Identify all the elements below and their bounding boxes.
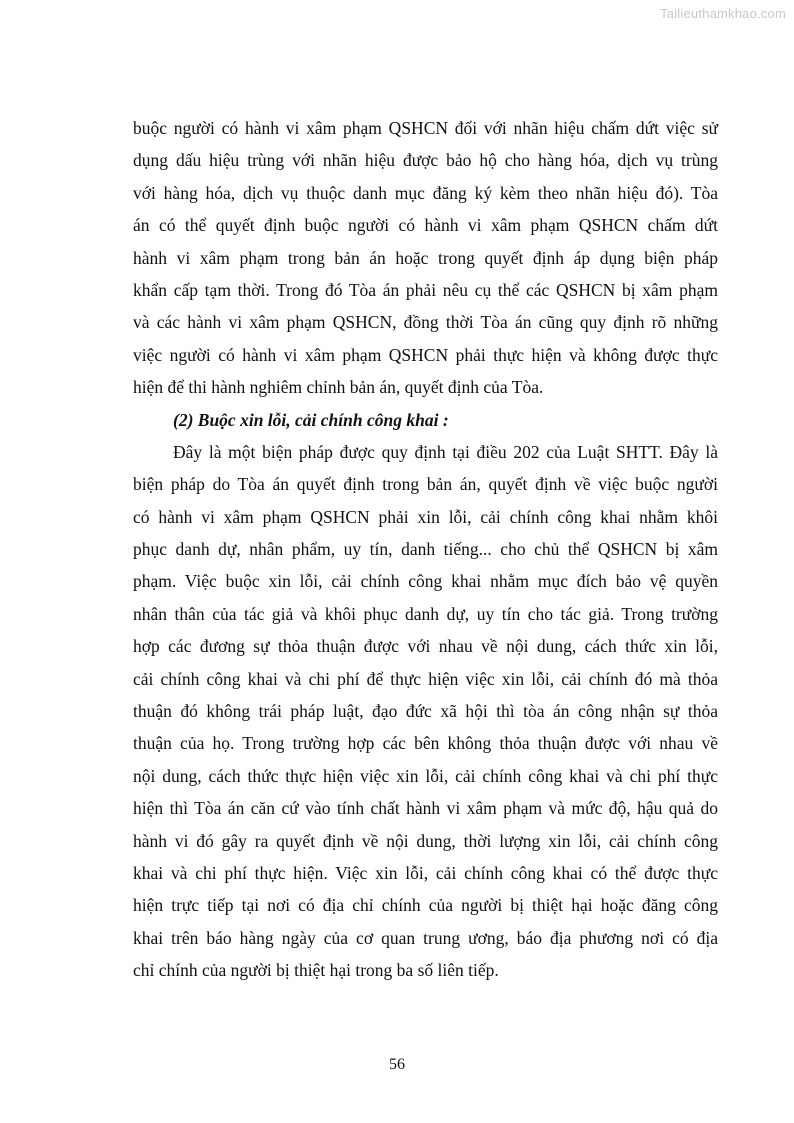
text-line: cải chính công khai và chi phí để thực hiện việc xin lỗi, cải chính đó mà thỏa: [133, 668, 718, 689]
text-line: và các hành vi xâm phạm QSHCN, đồng thời Tòa án cũng quy định rõ những: [133, 312, 718, 333]
text-line: biện pháp do Tòa án quyết định trong bản án, quyết định về việc buộc người: [133, 474, 718, 495]
text-line: hiện trực tiếp tại nơi có địa chỉ chính của người bị thiệt hại hoặc đăng công: [133, 895, 718, 916]
paragraph-continued: [133, 112, 718, 404]
text-line: nhân thân của tác giả và khôi phục danh dự, uy tín cho tác giả. Trong trường: [133, 603, 718, 624]
watermark: Tailieuthamkhao.com: [660, 6, 786, 21]
text-line: với hàng hóa, dịch vụ thuộc danh mục đăng ký kèm theo nhãn hiệu đó). Tòa: [133, 182, 718, 203]
text-line: việc người có hành vi xâm phạm QSHCN phải thực hiện và không được thực: [133, 344, 718, 365]
text-line: hiện thì Tòa án căn cứ vào tính chất hành vi xâm phạm và mức độ, hậu quả do: [133, 798, 718, 819]
text-line: phục danh dự, nhân phẩm, uy tín, danh tiếng... cho chủ thể QSHCN bị xâm: [133, 539, 718, 560]
page-body: [133, 112, 718, 987]
text-line: hợp các đương sự thỏa thuận được với nhau về nội dung, cách thức xin lỗi,: [133, 636, 718, 657]
text-line: Đây là một biện pháp được quy định tại điều 202 của Luật SHTT. Đây là: [173, 441, 718, 462]
text-line: phạm. Việc buộc xin lỗi, cải chính công khai nhằm mục đích bảo vệ quyền: [133, 571, 718, 592]
text-line: nội dung, cách thức thực hiện việc xin lỗi, cải chính công khai và chi phí thực: [133, 765, 718, 786]
text-line: hành vi xâm phạm trong bản án hoặc trong quyết định áp dụng biện pháp: [133, 247, 718, 268]
text-line: hành vi đó gây ra quyết định về nội dung, thời lượng xin lỗi, cải chính công: [133, 830, 718, 851]
text-line: buộc người có hành vi xâm phạm QSHCN đối với nhãn hiệu chấm dứt việc sử: [133, 118, 718, 138]
text-line: thuận của họ. Trong trường hợp các bên không thỏa thuận được với nhau về: [133, 733, 718, 754]
text-line: chỉ chính của người bị thiệt hại trong ba số liên tiếp.: [133, 960, 499, 981]
text-line: khai và chi phí thực hiện. Việc xin lỗi, cải chính công khai có thể được thực: [133, 862, 718, 883]
text-line: có hành vi xâm phạm QSHCN phải xin lỗi, cải chính công khai nhằm khôi: [133, 506, 718, 527]
page-number: 56: [389, 1056, 405, 1073]
paragraph-apology: [133, 436, 718, 987]
text-line: khai trên báo hàng ngày của cơ quan trung ương, báo địa phương nơi có địa: [133, 927, 718, 948]
text-line: hiện để thi hành nghiêm chỉnh bản án, quyết định của Tòa.: [133, 377, 544, 398]
text-line: án có thể quyết định buộc người có hành vi xâm phạm QSHCN chấm dứt: [133, 215, 718, 236]
section-heading: (2) Buộc xin lỗi, cải chính công khai :: [173, 409, 449, 430]
text-line: khẩn cấp tạm thời. Trong đó Tòa án phải nêu cụ thể các QSHCN bị xâm phạm: [133, 279, 718, 300]
text-line: dụng dấu hiệu trùng với nhãn hiệu được bảo hộ cho hàng hóa, dịch vụ trùng: [133, 150, 718, 171]
text-line: thuận đó không trái pháp luật, đạo đức xã hội thì tòa án công nhận sự thỏa: [133, 701, 718, 722]
